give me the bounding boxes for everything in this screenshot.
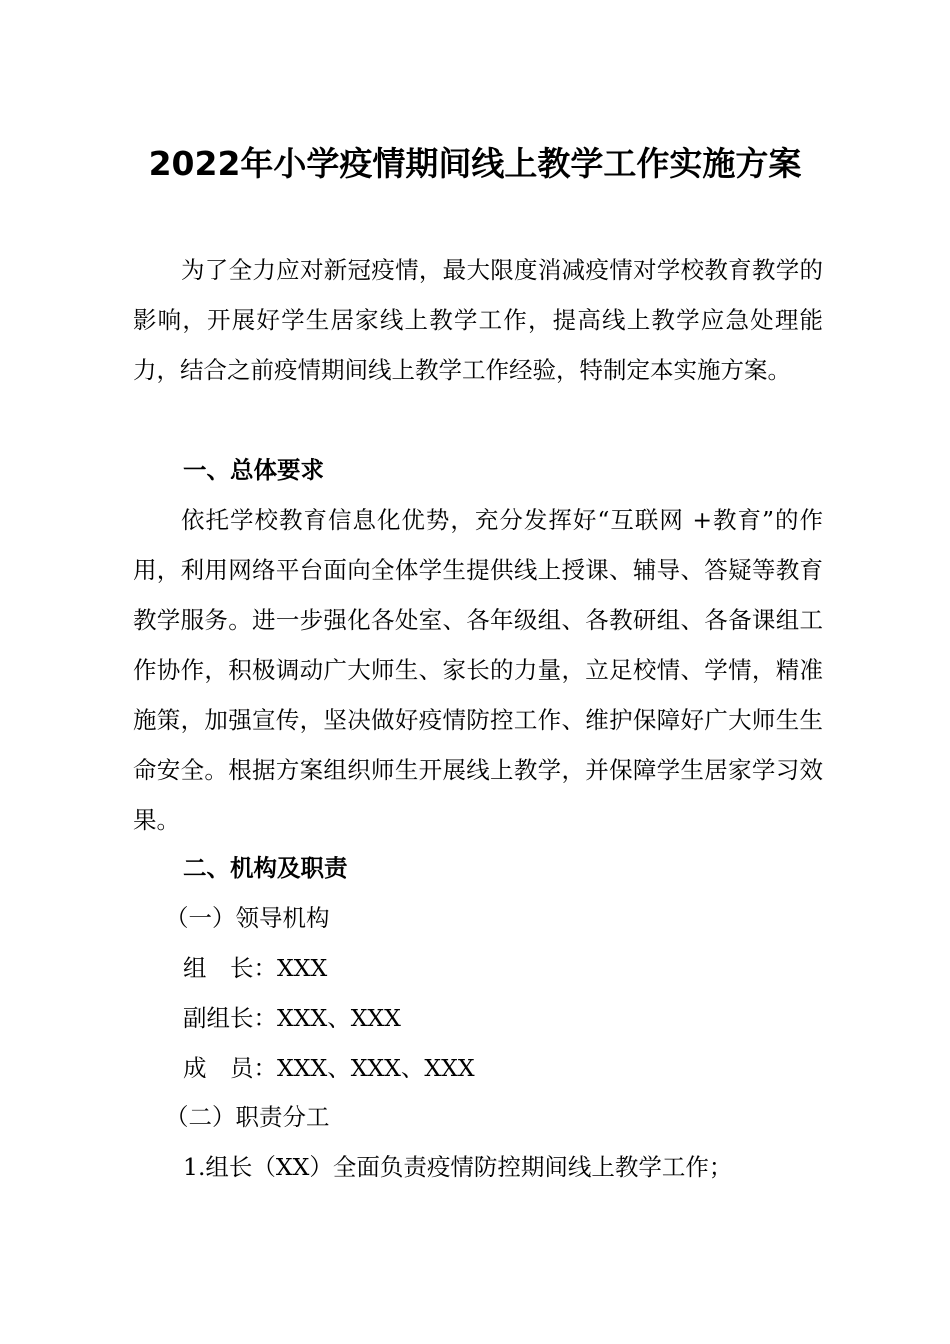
intro-text: 为了全力应对新冠疫情，最大限度消减疫情对学校教育教学的影响，开展好学生居家线上教学工作，提高线上教学应急处理能力，结合之前疫情期间线上教学工作经验，特制定本实施方案。 <box>133 256 823 384</box>
deputy-leader-line: 副组长：XXX、XXX <box>183 1004 401 1032</box>
general-requirements-text: 依托学校教育信息化优势，充分发挥好“互联网 +教育”的作用，利用网络平台面向全体学生提供线上授课、辅导、答疑等教育教学服务。进一步强化各处室、各年级组、各教研组、各备课组工作协作，积极调动广大师生、家长的力量，立足校情、学情，精准施策，加强宣传，坚决做好疫情防控工作、维护保障好广大师生生命安全。根据方案组织师生开展线上教学，并保障学生居家学习效果。 <box>133 506 823 834</box>
subheading-leadership: （一）领导机构 <box>165 904 330 932</box>
section-heading-organization: 二、机构及职责 <box>183 854 348 882</box>
document-title: 2022年小学疫情期间线上教学工作实施方案 <box>148 144 802 183</box>
intro-paragraph <box>133 245 823 395</box>
responsibility-item-1: 1.组长（XX）全面负责疫情防控期间线上教学工作； <box>183 1153 733 1181</box>
general-requirements-paragraph <box>133 495 823 845</box>
members-line: 成 员：XXX、XXX、XXX <box>183 1054 475 1082</box>
subheading-responsibilities: （二）职责分工 <box>165 1103 330 1131</box>
leader-line: 组 长：XXX <box>183 954 328 982</box>
section-heading-general-requirements: 一、总体要求 <box>183 456 324 484</box>
